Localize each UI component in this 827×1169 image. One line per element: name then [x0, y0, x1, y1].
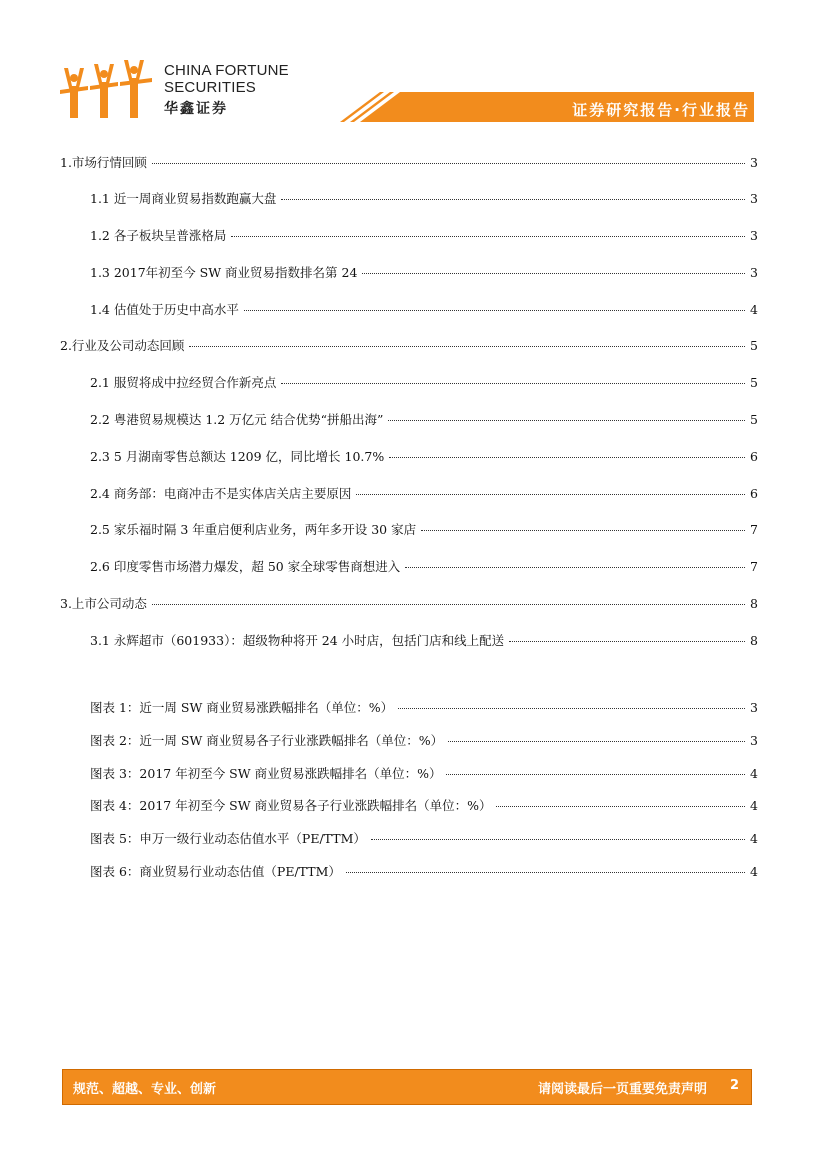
dot-leader: [371, 839, 745, 840]
toc-entry-page: 7: [750, 522, 758, 537]
toc-entry-page: 3: [750, 191, 758, 206]
toc-entry-page: 6: [750, 449, 758, 464]
brand-name-en: [164, 62, 289, 96]
figure-entry-page: 4: [750, 831, 758, 846]
toc-entry-label: 2.5 家乐福时隔 3 年重启便利店业务，两年多开设 30 家店: [90, 522, 417, 537]
figure-entry[interactable]: [90, 796, 758, 814]
figure-entry-page: 4: [750, 864, 758, 879]
toc-entry[interactable]: [90, 484, 758, 502]
toc-entry-page: 6: [750, 486, 758, 501]
toc-entry[interactable]: [90, 631, 758, 649]
figure-entry[interactable]: [90, 764, 758, 782]
logo-figure-1: [60, 68, 88, 118]
dot-leader: [231, 236, 745, 237]
figure-entry-label: 图表 2：近一周 SW 商业贸易各子行业涨跌幅排名（单位：%）: [90, 733, 444, 748]
footer-disclaimer-link[interactable]: 请阅读最后一页重要免责声明: [537, 1082, 707, 1097]
toc-entry-label: 3.1 永辉超市（601933）：超级物种将开 24 小时店，包括门店和线上配送: [90, 633, 505, 648]
dot-leader: [509, 641, 745, 642]
dot-leader: [189, 346, 745, 347]
figure-entry[interactable]: [90, 862, 758, 880]
brand-name-en-line2: SECURITIES: [164, 79, 257, 96]
figure-entry-page: 4: [750, 766, 758, 781]
figure-entry-label: 图表 5：申万一级行业动态估值水平（PE/TTM）: [90, 831, 366, 846]
figure-entry-label: 图表 4：2017 年初至今 SW 商业贸易各子行业涨跌幅排名（单位：%）: [90, 798, 492, 813]
toc-entry-page: 5: [750, 375, 758, 390]
figure-entry-label: 图表 6：商业贸易行业动态估值（PE/TTM）: [90, 864, 341, 879]
brand-name-en-line1: CHINA FORTUNE: [164, 62, 289, 79]
figure-entry[interactable]: [90, 698, 758, 716]
toc-entry-page: 3: [750, 265, 758, 280]
toc-entry-label: 2.4 商务部：电商冲击不是实体店关店主要原因: [90, 486, 352, 501]
toc-entry[interactable]: [90, 263, 758, 281]
toc-entry[interactable]: [90, 226, 758, 244]
report-type-title: 证券研究报告·行业报告: [572, 101, 750, 119]
toc-entry[interactable]: [60, 594, 758, 612]
footer-motto: 规范、超越、专业、创新: [73, 1082, 217, 1097]
dot-leader: [362, 273, 745, 274]
figure-entry-label: 图表 3：2017 年初至今 SW 商业贸易涨跌幅排名（单位：%）: [90, 766, 442, 781]
toc-entry[interactable]: [90, 447, 758, 465]
toc-entry-label: 3.上市公司动态: [60, 596, 147, 611]
toc-entry-page: 8: [750, 633, 758, 648]
toc-entry[interactable]: [90, 520, 758, 538]
figure-entry-label: 图表 1：近一周 SW 商业贸易涨跌幅排名（单位：%）: [90, 700, 394, 715]
toc-entry-page: 8: [750, 596, 758, 611]
page-footer: [62, 1069, 752, 1105]
toc-entry[interactable]: [90, 557, 758, 575]
figure-entry-page: 3: [750, 733, 758, 748]
dot-leader: [398, 708, 745, 709]
toc-entry-label: 2.1 服贸将成中拉经贸合作新亮点: [90, 375, 277, 390]
dot-leader: [496, 806, 745, 807]
toc-entry-label: 2.6 印度零售市场潜力爆发，超 50 家全球零售商想进入: [90, 559, 401, 574]
toc-entry-label: 1.1 近一周商业贸易指数跑赢大盘: [90, 191, 277, 206]
toc-entry-label: 2.行业及公司动态回顾: [60, 338, 185, 353]
dot-leader: [448, 741, 745, 742]
dot-leader: [152, 163, 745, 164]
toc-entry-label: 2.2 粤港贸易规模达 1.2 万亿元 结合优势“拼船出海”: [90, 412, 384, 427]
toc-entry-page: 5: [750, 412, 758, 427]
figure-entry-page: 4: [750, 798, 758, 813]
toc-entry[interactable]: [90, 189, 758, 207]
dot-leader: [421, 530, 745, 531]
page-number: 2: [729, 1078, 739, 1093]
toc-entry-page: 4: [750, 302, 758, 317]
toc-entry-label: 1.3 2017年初至今 SW 商业贸易指数排名第 24: [90, 265, 358, 280]
dot-leader: [446, 774, 745, 775]
toc-entry[interactable]: [90, 373, 758, 391]
toc-entry-page: 5: [750, 338, 758, 353]
toc-entry-page: 7: [750, 559, 758, 574]
toc-entry[interactable]: [90, 410, 758, 428]
dot-leader: [281, 383, 745, 384]
figure-entry[interactable]: [90, 829, 758, 847]
dot-leader: [356, 494, 745, 495]
dot-leader: [388, 420, 745, 421]
toc-entry-label: 1.4 估值处于历史中高水平: [90, 302, 239, 317]
company-logo: [60, 60, 152, 122]
toc-entry[interactable]: [60, 153, 758, 171]
toc-entry-label: 1.市场行情回顾: [60, 155, 147, 170]
dot-leader: [346, 872, 745, 873]
dot-leader: [389, 457, 745, 458]
figure-entry-page: 3: [750, 700, 758, 715]
toc-entry[interactable]: [60, 336, 758, 354]
dot-leader: [281, 199, 745, 200]
brand-name-cn: 华鑫证券: [164, 101, 228, 117]
toc-entry[interactable]: [90, 300, 758, 318]
logo-figure-3: [120, 60, 152, 118]
toc-entry-page: 3: [750, 228, 758, 243]
toc-entry-label: 2.3 5 月湖南零售总额达 1209 亿，同比增长 10.7%: [90, 449, 385, 464]
logo-figure-2: [90, 64, 118, 118]
figure-entry[interactable]: [90, 731, 758, 749]
dot-leader: [244, 310, 745, 311]
toc-entry-page: 3: [750, 155, 758, 170]
dot-leader: [405, 567, 745, 568]
dot-leader: [152, 604, 745, 605]
toc-entry-label: 1.2 各子板块呈普涨格局: [90, 228, 227, 243]
